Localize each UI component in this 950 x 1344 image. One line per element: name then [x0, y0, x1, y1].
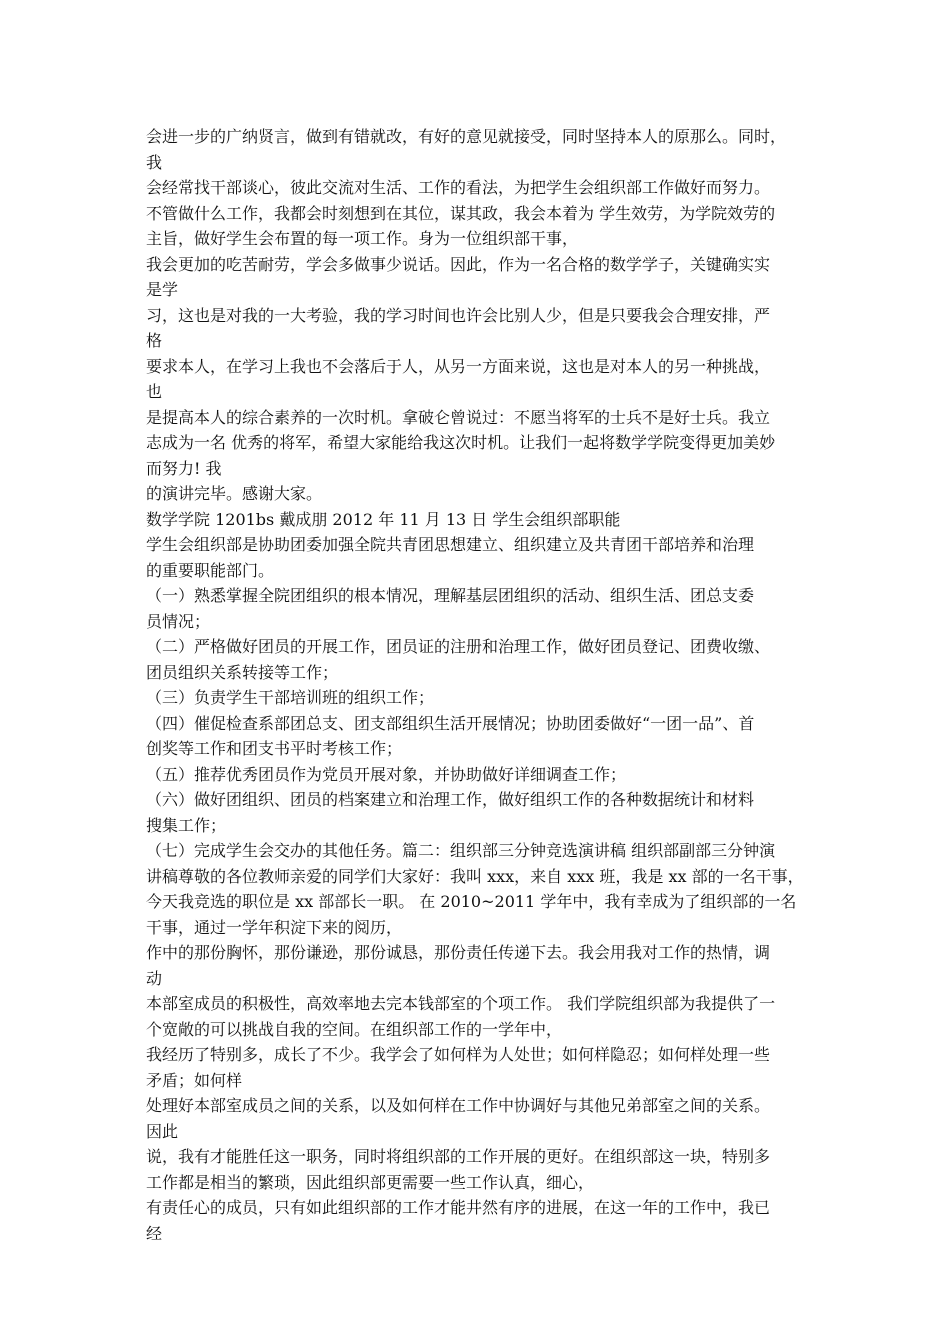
text-line: （一）熟悉掌握全院团组织的根本情况，理解基层团组织的活动、组织生活、团总支委 [146, 586, 755, 605]
text-line: 个宽敞的可以挑战自我的空间。在组织部工作的一学年中， [146, 1019, 563, 1039]
text-line: 说，我有才能胜任这一职务，同时将组织部的工作开展的更好。在组织部这一块，特别多 [146, 1147, 771, 1166]
text-line: （二）严格做好团员的开展工作，团员证的注册和治理工作，做好团员登记、团费收缴、 [146, 637, 771, 656]
text-line: （三）负责学生干部培训班的组织工作； [146, 688, 435, 707]
text-line: （五）推荐优秀团员作为党员开展对象，并协助做好详细调查工作； [146, 764, 627, 784]
text-line: 要求本人，在学习上我也不会落后于人，从另一方面来说，这也是对本人的另一种挑战， [146, 356, 771, 376]
text-line: 经 [146, 1223, 163, 1243]
text-line: 我经历了特别多，成长了不少。我学会了如何样为人处世；如何样隐忍；如何样处理一些 [146, 1045, 771, 1064]
text-line: 干事，通过一学年积淀下来的阅历， [146, 917, 403, 937]
text-line: 是提高本人的综合素养的一次时机。拿破仑曾说过：不愿当将军的士兵不是好士兵。我立 [146, 407, 771, 427]
text-line: （六）做好团组织、团员的档案建立和治理工作，做好组织工作的各种数据统计和材料 [146, 790, 755, 809]
text-line: （四）催促检查系部团总支、团支部组织生活开展情况；协助团委做好“一团一品”、首 [146, 713, 755, 733]
text-line: 团员组织关系转接等工作； [146, 662, 339, 682]
text-line: 创奖等工作和团支书平时考核工作； [146, 739, 403, 758]
text-line: （七）完成学生会交办的其他任务。篇二：组织部三分钟竞选演讲稿 组织部副部三分钟演 [146, 841, 776, 860]
text-line: 员情况； [146, 611, 211, 631]
text-line: 不管做什么工作，我都会时刻想到在其位，谋其政，我会本着为 学生效劳，为学院效劳的 [146, 203, 776, 223]
text-line: 而努力! 我 [146, 458, 222, 478]
document-body [146, 124, 814, 1246]
text-line: 的重要职能部门。 [146, 560, 275, 580]
text-line: 会进一步的广纳贤言，做到有错就改，有好的意见就接受，同时坚持本人的原那么。同时， [146, 127, 787, 146]
text-line: 因此 [146, 1121, 179, 1141]
text-line: 的演讲完毕。感谢大家。 [146, 484, 323, 503]
text-line: 矛盾；如何样 [146, 1070, 243, 1090]
text-line: 今天我竞选的职位是 xx 部部长一职。 在 2010~2011 学年中，我有幸成为了组织部的一名 [146, 892, 797, 911]
text-line: 格 [146, 331, 163, 350]
text-line: 动 [146, 968, 163, 988]
text-line: 主旨，做好学生会布置的每一项工作。身为一位组织部干事， [146, 229, 579, 248]
text-line: 会经常找干部谈心，彼此交流对生活、工作的看法，为把学生会组织部工作做好而努力。 [146, 178, 771, 197]
text-line: 作中的那份胸怀，那份谦逊，那份诚恳，那份责任传递下去。我会用我对工作的热情，调 [146, 943, 771, 962]
text-line: 是学 [146, 280, 179, 299]
text-line: 工作都是相当的繁琐，因此组织部更需要一些工作认真，细心， [146, 1172, 595, 1192]
text-line: 习，这也是对我的一大考验，我的学习时间也许会比别人少，但是只要我会合理安排，严 [146, 305, 771, 325]
text-line: 也 [146, 382, 163, 401]
text-line: 讲稿尊敬的各位教师亲爱的同学们大家好：我叫 xxx，来自 xxx 班，我是 xx 部的一名干事， [146, 866, 804, 886]
text-line: 我 [146, 152, 163, 172]
text-line: 我会更加的吃苦耐劳，学会多做事少说话。因此，作为一名合格的数学学子，关键确实实 [146, 254, 771, 274]
text-line: 学生会组织部是协助团委加强全院共青团思想建立、组织建立及共青团干部培养和治理 [146, 535, 755, 554]
text-line: 搜集工作； [146, 815, 227, 835]
text-line: 本部室成员的积极性，高效率地去完本钱部室的个项工作。 我们学院组织部为我提供了一 [146, 994, 776, 1013]
text-line: 数学学院 1201bs 戴成朋 2012 年 11 月 13 日 学生会组织部职能 [146, 509, 621, 529]
text-line: 有责任心的成员，只有如此组织部的工作才能井然有序的进展，在这一年的工作中，我已 [146, 1198, 771, 1217]
text-line: 志成为一名 优秀的将军，希望大家能给我这次时机。让我们一起将数学学院变得更加美妙 [146, 433, 776, 452]
text-line: 处理好本部室成员之间的关系，以及如何样在工作中协调好与其他兄弟部室之间的关系。 [146, 1096, 771, 1115]
